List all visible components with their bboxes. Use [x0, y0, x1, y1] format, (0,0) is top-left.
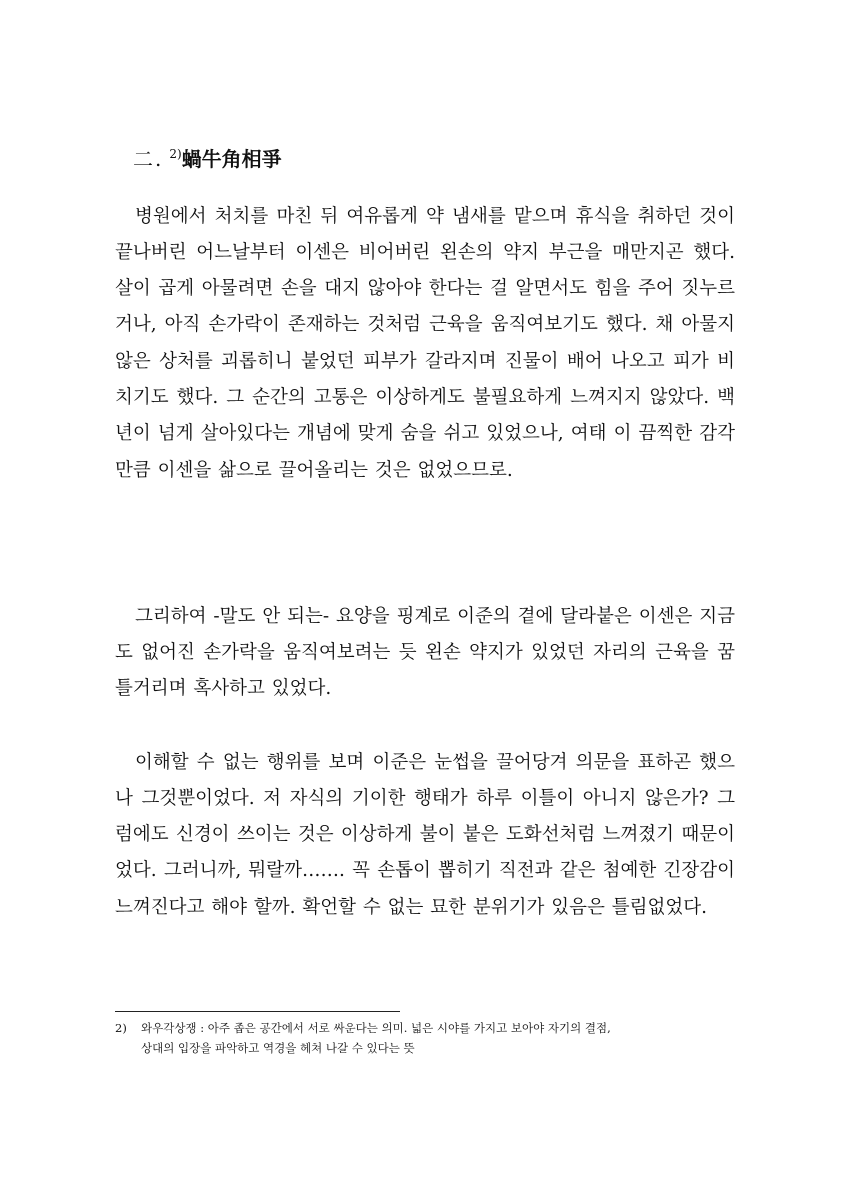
section-title: 蝸牛角相爭 — [181, 147, 282, 171]
footnote-divider — [115, 1011, 400, 1012]
body-paragraph-1: 병원에서 처치를 마친 뒤 여유롭게 약 냄새를 맡으며 휴식을 취하던 것이 끝나버린 어느날부터 이센은 비어버린 왼손의 약지 부근을 매만지곤 했다. 살이 곱게 아물려면 손을 대지 않아야 한다는 걸 알면서도 힘을 주어 짓누르거나, 아직 손가락이 존재하는 것처럼 근육을 움직여보기도 했다. 채 아물지 않은 상처를 괴롭히니 붙었던 피부가 갈라지며 진물이 배어 나오고 피가 비치기도 했다. 그 순간의 고통은 이상하게도 불필요하게 느껴지지 않았다. 백년이 넘게 살아있다는 개념에 맞게 숨을 쉬고 있었으나, 여태 이 끔찍한 감각만큼 이센을 삶으로 끌어올리는 것은 없었으므로. — [115, 205, 735, 481]
footnote-text-2: 상대의 입장을 파악하고 역경을 헤쳐 나갈 수 있다는 뜻 — [141, 1041, 415, 1055]
footnote-line-1 — [115, 1018, 745, 1038]
section-numeral: 二. — [133, 147, 164, 171]
section-heading — [133, 140, 282, 173]
body-paragraph-2: 그리하여 -말도 안 되는- 요양을 핑계로 이준의 곁에 달라붙은 이센은 지금도 없어진 손가락을 움직여보려는 듯 왼손 약지가 있었던 자리의 근육을 꿈틀거리며 혹사하고 있었다. — [115, 605, 735, 700]
footnote-reference: 2) — [169, 147, 182, 161]
footnote — [115, 1018, 745, 1058]
footnote-number: 2) — [115, 1021, 127, 1035]
footnote-text-1: 와우각상쟁 : 아주 좁은 공간에서 서로 싸운다는 의미. 넓은 시야를 가지고 보아야 자기의 결점, — [141, 1021, 611, 1035]
body-paragraph-3: 이해할 수 없는 행위를 보며 이준은 눈썹을 끌어당겨 의문을 표하곤 했으나 그것뿐이었다. 저 자식의 기이한 행태가 하루 이틀이 아니지 않은가? 그럼에도 신경이 쓰이는 것은 이상하게 불이 붙은 도화선처럼 느껴졌기 때문이었다. 그러니까, 뭐랄까……. 꼭 손톱이 뽑히기 직전과 같은 첨예한 긴장감이 느껴진다고 해야 할까. 확언할 수 없는 묘한 분위기가 있음은 틀림없었다. — [115, 751, 735, 918]
